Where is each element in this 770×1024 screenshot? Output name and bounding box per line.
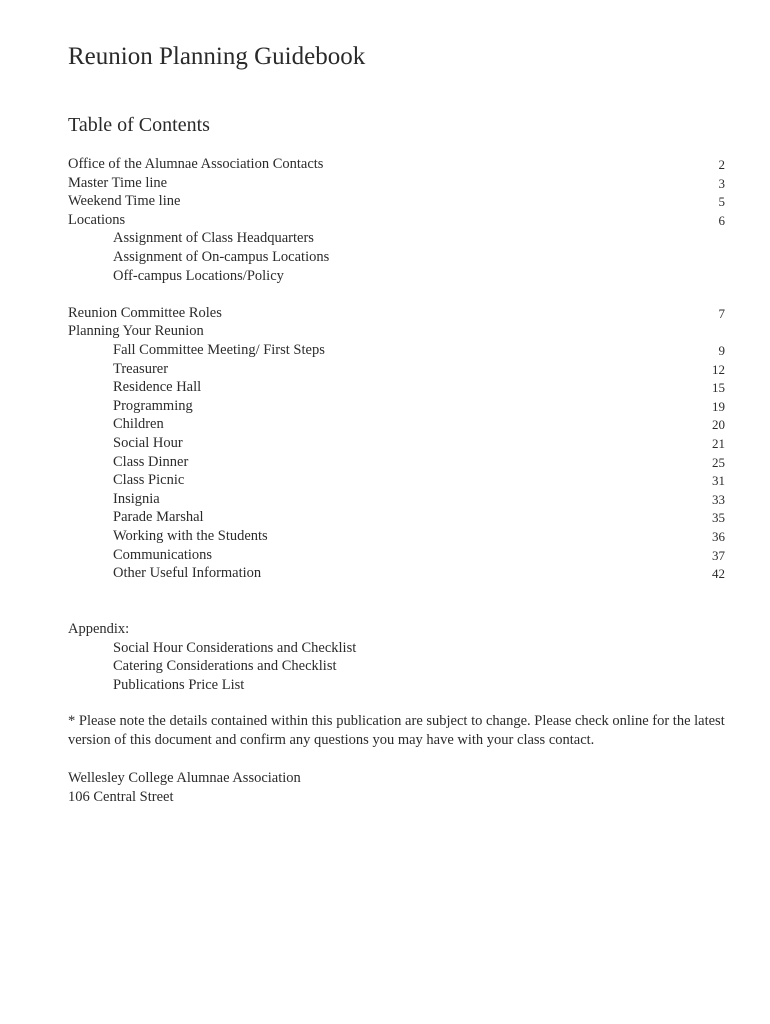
- appendix-heading: [68, 620, 725, 639]
- toc-entry-page: 12: [712, 362, 725, 377]
- toc-entry-text: Communications: [113, 547, 213, 563]
- toc-subentry: [68, 490, 725, 509]
- toc-entry-page: 37: [712, 548, 725, 563]
- appendix-item-text: Publications Price List: [113, 677, 245, 693]
- toc-subentry: [68, 453, 725, 472]
- toc-subentry: [68, 248, 725, 267]
- appendix-item: [68, 676, 725, 695]
- toc-entry-text: Assignment of Class Headquarters: [113, 230, 314, 246]
- toc-entry-text: Residence Hall: [113, 379, 202, 395]
- toc-entry-page: 21: [712, 436, 725, 451]
- appendix-item: [68, 639, 725, 658]
- toc-entry: [68, 322, 725, 341]
- toc-entry: [68, 155, 725, 174]
- toc-entry: [68, 174, 725, 193]
- toc-entry: [68, 211, 725, 230]
- toc-subentry: [68, 415, 725, 434]
- organization-name: Wellesley College Alumnae Association: [68, 770, 301, 786]
- toc-heading: Table of Contents: [68, 114, 210, 136]
- toc-entry-page: 15: [712, 380, 725, 395]
- toc-entry-page: 3: [718, 176, 725, 191]
- toc-entry-text: Class Dinner: [113, 454, 189, 470]
- toc-subentry: [68, 564, 725, 583]
- toc-entry-text: Planning Your Reunion: [68, 323, 204, 339]
- toc-subentry: [68, 229, 725, 248]
- toc-entry-page: 7: [718, 306, 725, 321]
- toc-subentry: [68, 267, 725, 286]
- toc-entry-page: 9: [718, 343, 725, 358]
- toc-entry-page: 36: [712, 529, 725, 544]
- toc-entry-text: Fall Committee Meeting/ First Steps: [113, 342, 325, 358]
- disclaimer-note: * Please note the details contained within this publication are subject to change. Please check online for the latest version of this document and confirm any questions you may have with your class contact.: [68, 713, 725, 748]
- appendix-item-text: Social Hour Considerations and Checklist: [113, 640, 357, 656]
- toc-entry-text: Social Hour: [113, 435, 183, 451]
- toc-entry-text: Off-campus Locations/Policy: [113, 268, 284, 284]
- toc-entry-text: Locations: [68, 212, 126, 228]
- toc-subentry: [68, 546, 725, 565]
- toc-subentry: [68, 527, 725, 546]
- toc-subentry: [68, 397, 725, 416]
- toc-entry-text: Programming: [113, 398, 193, 414]
- toc-entry-text: Parade Marshal: [113, 509, 204, 525]
- document-title: Reunion Planning Guidebook: [68, 43, 366, 70]
- street-address: 106 Central Street: [68, 789, 174, 805]
- toc-entry: [68, 304, 725, 323]
- appendix-item-text: Catering Considerations and Checklist: [113, 658, 337, 674]
- toc-entry-page: 19: [712, 399, 725, 414]
- toc-subentry: [68, 508, 725, 527]
- toc-entry-page: 20: [712, 417, 725, 432]
- appendix-heading-text: Appendix:: [68, 621, 130, 637]
- toc-entry-text: Working with the Students: [113, 528, 268, 544]
- toc-subentry: [68, 434, 725, 453]
- toc-subentry: [68, 378, 725, 397]
- toc-entry-text: Class Picnic: [113, 472, 185, 488]
- toc-entry-page: 33: [712, 492, 725, 507]
- toc-entry: [68, 192, 725, 211]
- toc-entry-text: Other Useful Information: [113, 565, 262, 581]
- toc-entry-text: Weekend Time line: [68, 193, 181, 209]
- toc-entry-page: 35: [712, 510, 725, 525]
- toc-entry-text: Office of the Alumnae Association Contacts: [68, 156, 324, 172]
- toc-subentry: [68, 341, 725, 360]
- appendix-item: [68, 657, 725, 676]
- toc-subentry: [68, 471, 725, 490]
- toc-entry-text: Reunion Committee Roles: [68, 305, 222, 321]
- toc-entry-page: 42: [712, 566, 725, 581]
- toc-entry-page: 5: [718, 194, 725, 209]
- toc-entry-text: Assignment of On-campus Locations: [113, 249, 330, 265]
- toc-entry-text: Treasurer: [113, 361, 169, 377]
- toc-entry-text: Master Time line: [68, 175, 168, 191]
- toc-entry-page: 6: [718, 213, 725, 228]
- toc-entry-text: Children: [113, 416, 164, 432]
- toc-entry-page: 2: [718, 157, 725, 172]
- toc-entry-page: 31: [712, 473, 725, 488]
- toc-entry-page: 25: [712, 455, 725, 470]
- toc-entry-text: Insignia: [113, 491, 160, 507]
- toc-subentry: [68, 360, 725, 379]
